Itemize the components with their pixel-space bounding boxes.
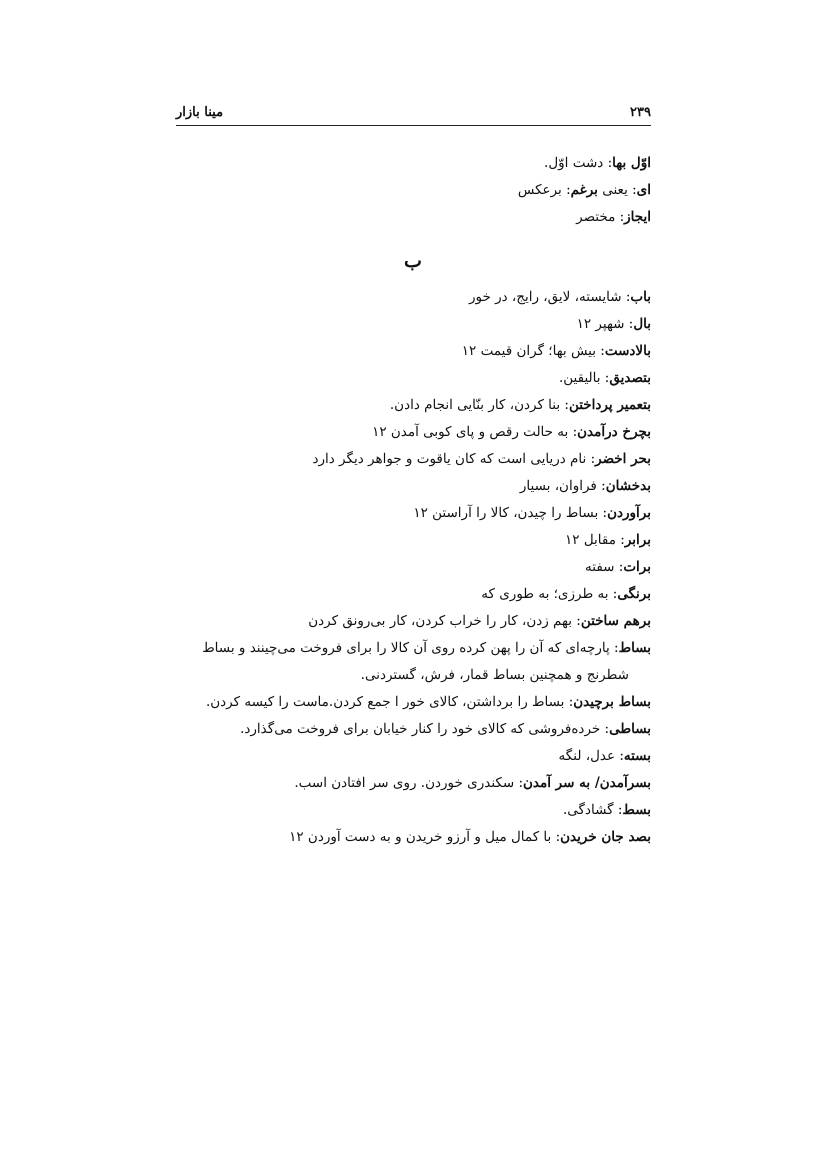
entry-definition: : سفته [585,559,624,575]
entry-definition: : دشت اوّل. [544,155,613,171]
entry-term: برآوردن [607,505,651,521]
entry-term: بصد جان خریدن [560,829,651,845]
entry-definition: : مقابل ۱۲ [565,532,625,548]
glossary-entry [166,635,651,689]
entry-definition-continuation: شطرنج و همچنین بساط قمار، فرش، گستردنی. [360,667,629,683]
glossary-entry [166,608,651,635]
entry-term: ای [636,182,651,198]
entry-definition: : نام دریایی است که کان یاقوت و جواهر دیگر دارد [312,451,596,467]
glossary-entry [166,824,651,851]
glossary-entry [166,177,651,204]
entry-term: بدخشان [605,478,651,494]
entry-definition: : به طرزی؛ به طوری که [481,586,618,602]
entry-definition: : شایسته، لایق، رایج، در خور [468,289,631,305]
page-header [176,101,651,126]
entry-definition: : عدل، لنگه [558,748,624,764]
section-letter-heading: ب [404,250,422,272]
glossary-entry [166,446,651,473]
entry-term: بساطی [609,721,651,737]
entry-definition: : شهپر ۱۲ [576,316,634,332]
entry-definition: : خرده‌فروشی که کالای خود را کنار خیابان برای فروخت می‌گذارد. [240,721,610,737]
glossary-entry [166,204,651,231]
entry-term: بالادست [604,343,651,359]
entry-definition: : مختصر [576,209,625,225]
entry-definition: : بنا کردن، کار بنّایی انجام دادن. [389,397,569,413]
entry-term: بسط [622,802,651,818]
entry-definition: : بهم زدن، کار را خراب کردن، کار بی‌رونق کردن [308,613,581,629]
glossary-entry [166,797,651,824]
entry-definition: : بیش بها؛ گران قیمت ۱۲ [461,343,605,359]
glossary-entry [166,689,651,716]
running-title: مینا بازار [176,105,224,120]
entry-term-secondary: برغم [570,182,598,198]
entry-definition: : بساط را چیدن، کالا را آراستن ۱۲ [413,505,608,521]
entry-definition: : گشادگی. [562,802,623,818]
glossary-entry [166,284,651,311]
glossary-entry [166,770,651,797]
entry-definition: : پارچه‌ای که آن را پهن کرده روی آن کالا را برای فروخت می‌چینند و بساط [202,640,619,656]
entry-term: بسرآمدن/ به سر آمدن [523,775,651,791]
entry-term: بحر اخضر [595,451,651,467]
entry-term: بساط برچیدن [573,694,651,710]
glossary-group-alef [166,150,651,231]
entry-term: باب [630,289,651,305]
glossary-entry [166,338,651,365]
glossary-entry [166,527,651,554]
entry-term: اوّل بها [612,155,651,171]
glossary-entry [166,716,651,743]
page-number: ۲۳۹ [630,105,651,120]
entry-definition: : فراوان، بسیار [519,478,606,494]
glossary-entry [166,581,651,608]
entry-term: بتصدیق [609,370,651,386]
glossary-entry [166,419,651,446]
glossary-group-be [166,284,651,851]
entry-definition: : به حالت رقص و پای کوبی آمدن ۱۲ [372,424,578,440]
entry-term: برهم ساختن [580,613,651,629]
entry-definition: : یعنی [597,182,637,198]
entry-definition: : با کمال میل و آرزو خریدن و به دست آوردن ۱۲ [289,829,561,845]
glossary-entry [166,554,651,581]
entry-term: بسته [623,748,651,764]
entry-term: ایجاز [624,209,651,225]
entry-term: بتعمیر پرداختن [568,397,651,413]
entry-definition: : سکندری خوردن. روی سر افتادن اسب. [294,775,523,791]
entry-term: بال [633,316,651,332]
entry-term: بچرخ درآمدن [577,424,651,440]
entry-term: برات [623,559,651,575]
entry-term: برابر [624,532,651,548]
entry-term: برنگی [617,586,651,602]
entry-term: بساط [618,640,651,656]
glossary-entry [166,473,651,500]
glossary-entry [166,311,651,338]
entry-definition: : بساط را برداشتن، کالای خور ا جمع کردن.ماست را کیسه کردن. [205,694,574,710]
glossary-entry [166,150,651,177]
glossary-entry [166,743,651,770]
glossary-entry [166,392,651,419]
glossary-entry [166,365,651,392]
entry-definition: : بالیقین. [558,370,610,386]
glossary-entry [166,500,651,527]
entry-definition-secondary: : برعکس [517,182,571,198]
